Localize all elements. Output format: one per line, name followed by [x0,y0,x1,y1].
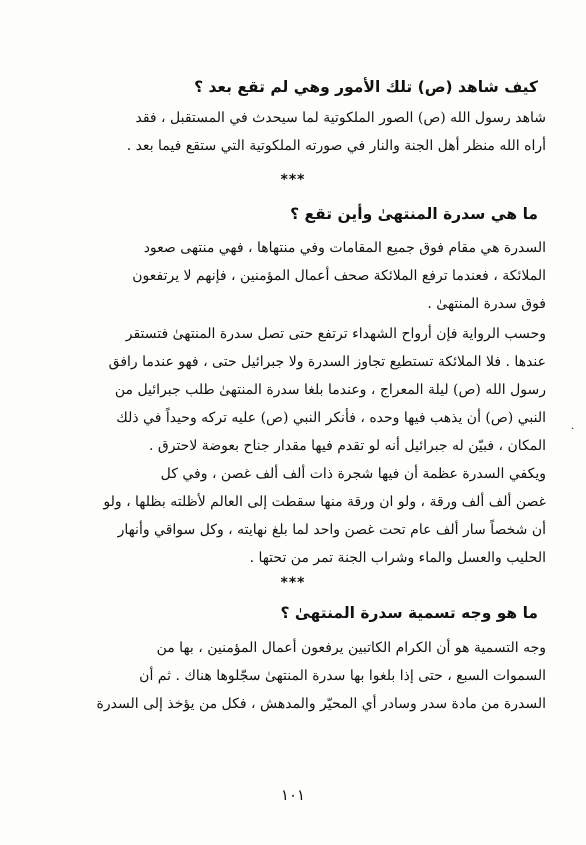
paragraph-line: رسول الله (ص) ليلة المعراج ، وعندما بلغا سدرة المنتهىٰ طلب جبرائيل من [114,382,546,398]
paragraph-line: ويكفي السدرة عظمة أن فيها شجرة ذات ألف ألف غصن ، وفي كل [160,466,546,482]
page-number: ١٠١ [280,786,306,804]
paragraph-line: السدرة من مادة سدر وسادر أي المحيّر والمدهش ، فكل من يؤخذ إلى السدرة [96,696,546,712]
section-heading-3: ما هو وجه تسمية سدرة المنتهىٰ ؟ [280,604,538,622]
paragraph-line: أراه الله منظر أهل الجنة والنار في صورته الملكوتية التي ستقع فيما بعد . [126,138,546,154]
paragraph-line: وجه التسمية هو أن الكرام الكاتبين يرفعون أعمال المؤمنين ، بها من [156,640,546,656]
section-heading-1: كيف شاهد (ص) تلك الأمور وهي لم تقع بعد ؟ [194,78,538,96]
paragraph-1 [40,104,546,160]
paragraph-line: الملائكة ، فعندما ترفع الملائكة صحف أعمال المؤمنين ، فإنهم لا يرتفعون [132,268,546,284]
paragraph-line: فوق سدرة المنتهىٰ . [427,296,546,312]
paragraph-line: النبي (ص) أن يذهب فيها وحده ، فأنكر النبي (ص) عليه تركه وحيداً في ذلك [116,410,546,426]
section-separator-2: *** [280,575,306,591]
section-heading-2: ما هي سدرة المنتهىٰ وأين تقع ؟ [290,205,538,223]
paragraph-line: غصن ألف ألف ورقة ، ولو ان ورقة منها سقطت إلى العالم لأظلته بظلها ، ولو [103,494,546,510]
paragraph-line: شاهد رسول الله (ص) الصور الملكوتية لما سيحدث في المستقبل ، فقد [135,110,546,126]
section-separator-1: *** [280,172,306,188]
paragraph-3 [40,320,546,460]
paragraph-line: عندها . فلا الملائكة تستطيع تجاوز السدرة ولا جبرائيل حتى ، فهو عندما رافق [108,354,546,370]
paragraph-5 [40,634,546,718]
paragraph-line: السدرة هي مقام فوق جميع المقامات وفي منتهاها ، فهي منتهى صعود [143,240,546,256]
paragraph-line: المكان ، فبيّن له جبرائيل أنه لو تقدم فيها مقدار جناح بعوضة لاحترق . [148,438,546,454]
paragraph-2 [40,234,546,318]
paragraph-line: الحليب والعسل والماء وشراب الجنة تمر من تحتها . [249,550,546,566]
paragraph-4 [40,460,546,572]
paragraph-line: وحسب الرواية فإن أرواح الشهداء ترتفع حتى تصل سدرة المنتهىٰ فتستقر [125,326,546,342]
paragraph-line: السموات السبع ، حتى إذا بلغوا بها سدرة المنتهىٰ سجّلوها هناك . ثم أن [139,668,546,684]
margin-mark: · [571,424,575,435]
paragraph-line: أن شخصاً سار ألف عام تحت غصن واحد لما بلغ نهايته ، وكل سواقي وأنهار [117,522,546,538]
